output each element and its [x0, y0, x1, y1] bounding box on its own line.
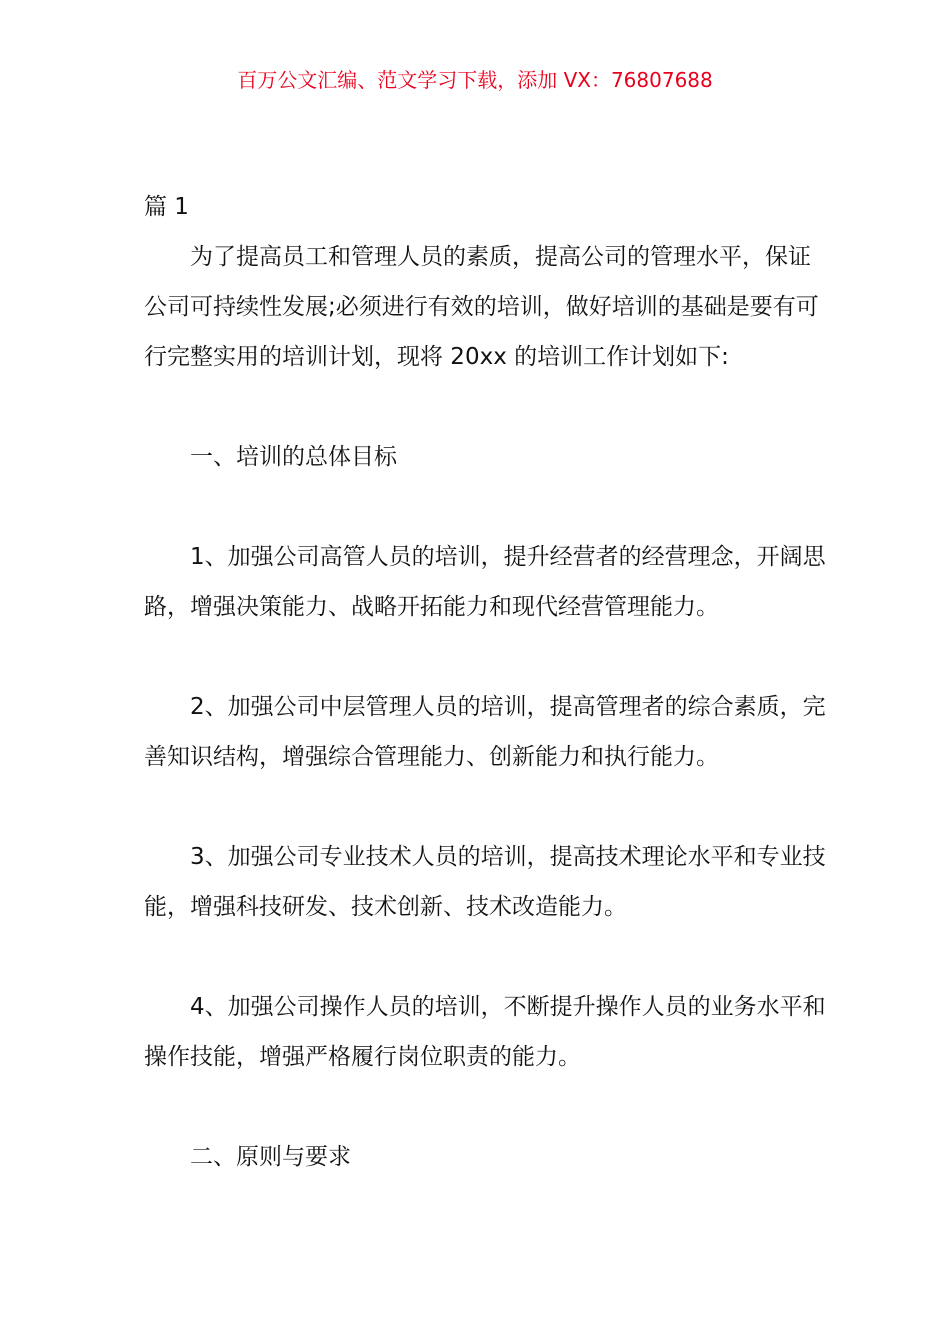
heading-principles: 二、原则与要求 — [190, 1144, 351, 1170]
section-label: 篇 1 — [144, 194, 189, 220]
intro-paragraph: 为了提高员工和管理人员的素质，提高公司的管理水平，保证公司可持续性发展;必须进行有效的培训，做好培训的基础是要有可行完整实用的培训计划，现将 20xx 的培训工作计划如下: — [144, 244, 819, 370]
goal-item-3: 3、加强公司专业技术人员的培训，提高技术理论水平和专业技能，增强科技研发、技术创新、技术改造能力。 — [144, 844, 826, 920]
paragraph-spacer — [144, 632, 830, 682]
document-body — [144, 182, 830, 1182]
goal-item-2: 2、加强公司中层管理人员的培训，提高管理者的综合素质，完善知识结构，增强综合管理能力、创新能力和执行能力。 — [144, 694, 826, 770]
goal-item-1: 1、加强公司高管人员的培训，提升经营者的经营理念，开阔思路，增强决策能力、战略开拓能力和现代经营管理能力。 — [144, 544, 826, 620]
goal-item-4: 4、加强公司操作人员的培训，不断提升操作人员的业务水平和操作技能，增强严格履行岗位职责的能力。 — [144, 994, 826, 1070]
paragraph-spacer — [144, 932, 830, 982]
heading-training-goals: 一、培训的总体目标 — [190, 444, 397, 470]
paragraph-spacer — [144, 382, 830, 432]
watermark-header: 百万公文汇编、范文学习下载，添加 VX：76807688 — [237, 68, 713, 92]
paragraph-spacer — [144, 482, 830, 532]
paragraph-spacer — [144, 782, 830, 832]
paragraph-spacer — [144, 1082, 830, 1132]
